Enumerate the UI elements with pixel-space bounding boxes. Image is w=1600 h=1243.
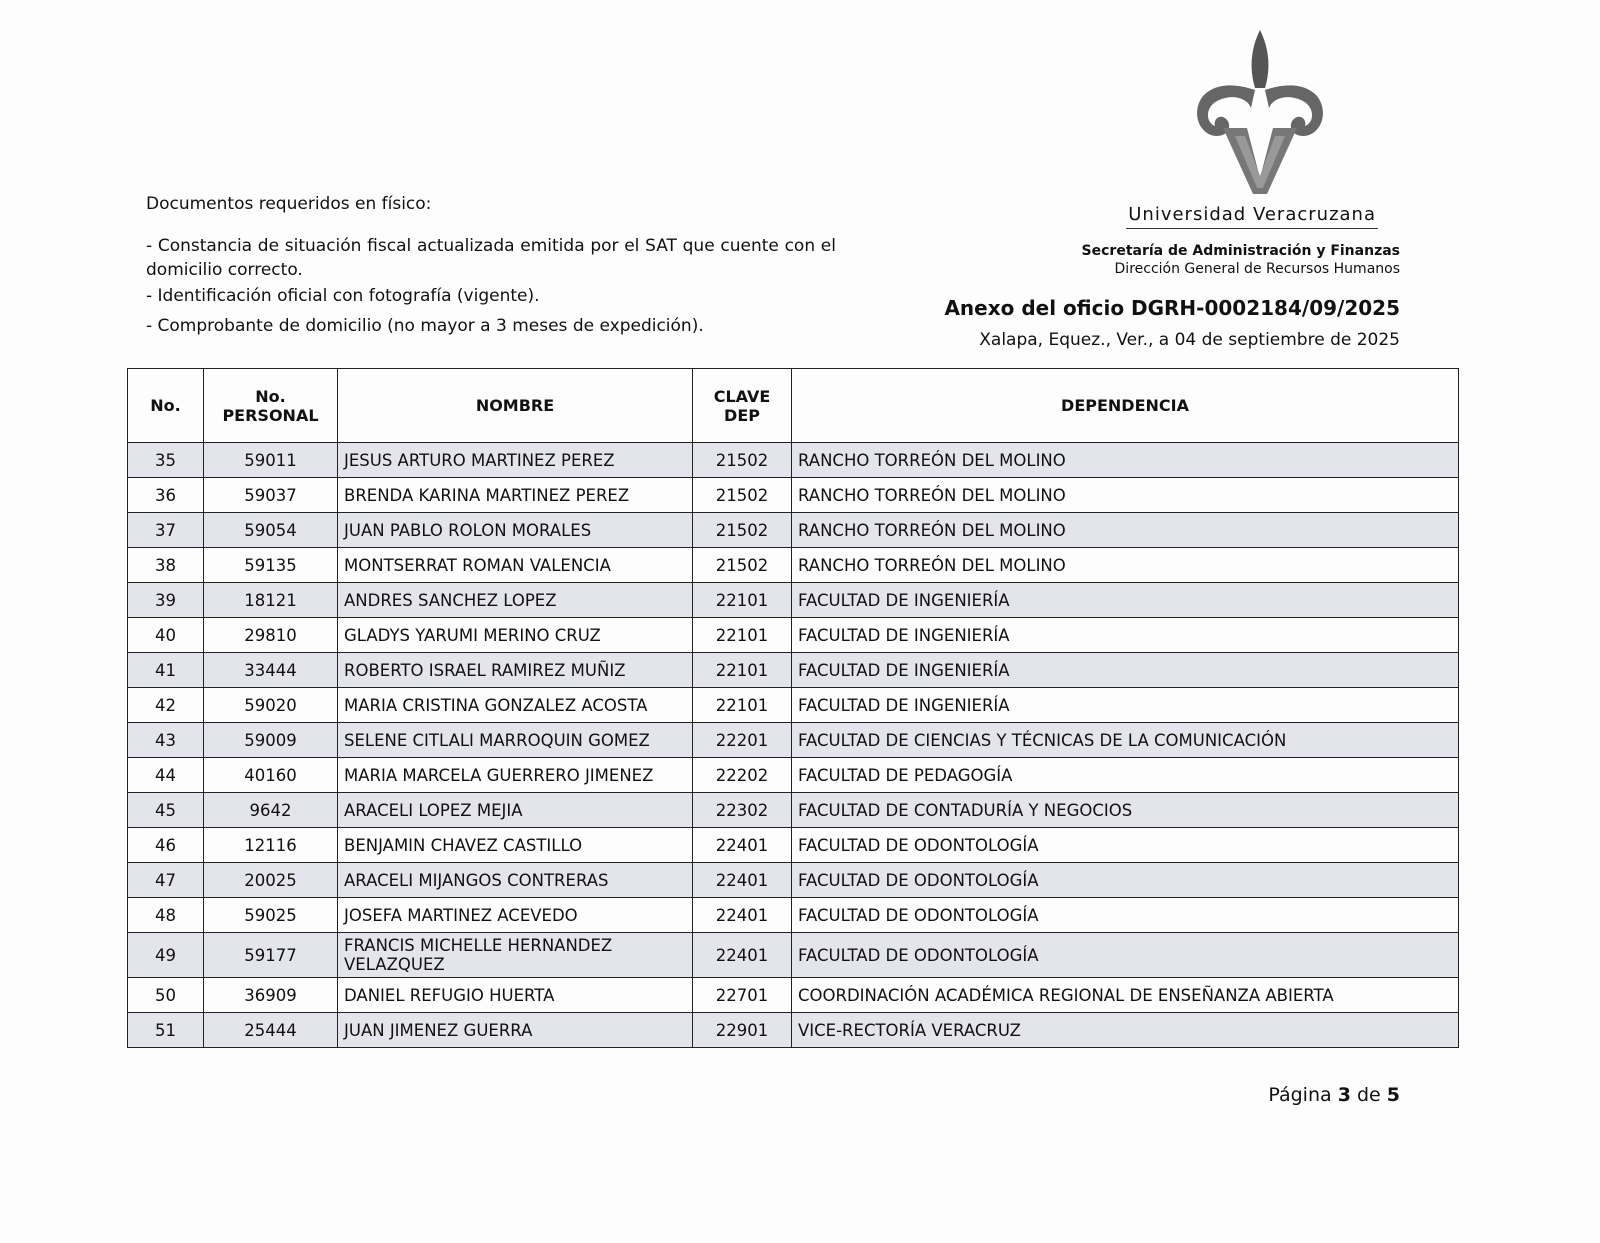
cell-no: 41 [128,653,204,688]
cell-dependencia: VICE-RECTORÍA VERACRUZ [792,1013,1459,1048]
cell-nombre: MARIA CRISTINA GONZALEZ ACOSTA [338,688,693,723]
cell-personal: 12116 [204,828,338,863]
cell-dependencia: RANCHO TORREÓN DEL MOLINO [792,478,1459,513]
required-documents-title: Documentos requeridos en físico: [146,194,432,214]
table-header-row [128,369,1459,443]
cell-nombre: SELENE CITLALI MARROQUIN GOMEZ [338,723,693,758]
table-row [128,898,1459,933]
required-document-item: - Constancia de situación fiscal actualizada emitida por el SAT que cuente con el domicilio correcto. [146,236,836,280]
cell-dependencia: FACULTAD DE CONTADURÍA Y NEGOCIOS [792,793,1459,828]
table-row [128,688,1459,723]
cell-dependencia: FACULTAD DE INGENIERÍA [792,653,1459,688]
cell-nombre: BRENDA KARINA MARTINEZ PEREZ [338,478,693,513]
cell-personal: 59037 [204,478,338,513]
anexo-title: Anexo del oficio DGRH-0002184/09/2025 [944,296,1400,320]
cell-personal: 59011 [204,443,338,478]
cell-clave: 22401 [693,828,792,863]
cell-dependencia: FACULTAD DE INGENIERÍA [792,688,1459,723]
cell-personal: 25444 [204,1013,338,1048]
cell-nombre: ROBERTO ISRAEL RAMIREZ MUÑIZ [338,653,693,688]
cell-no: 50 [128,978,204,1013]
cell-dependencia: RANCHO TORREÓN DEL MOLINO [792,548,1459,583]
cell-clave: 22401 [693,863,792,898]
place-date: Xalapa, Equez., Ver., a 04 de septiembre de 2025 [979,330,1400,350]
table-row [128,653,1459,688]
cell-clave: 21502 [693,513,792,548]
cell-no: 43 [128,723,204,758]
cell-dependencia: FACULTAD DE PEDAGOGÍA [792,758,1459,793]
cell-dependencia: RANCHO TORREÓN DEL MOLINO [792,513,1459,548]
cell-nombre: JOSEFA MARTINEZ ACEVEDO [338,898,693,933]
table-row [128,978,1459,1013]
cell-dependencia: FACULTAD DE ODONTOLOGÍA [792,898,1459,933]
cell-no: 38 [128,548,204,583]
table-row [128,583,1459,618]
page-label: Página [1268,1084,1338,1106]
cell-dependencia: FACULTAD DE ODONTOLOGÍA [792,828,1459,863]
cell-clave: 22302 [693,793,792,828]
cell-dependencia: FACULTAD DE CIENCIAS Y TÉCNICAS DE LA COMUNICACIÓN [792,723,1459,758]
cell-clave: 21502 [693,548,792,583]
cell-personal: 59177 [204,933,338,978]
cell-no: 49 [128,933,204,978]
cell-clave: 21502 [693,443,792,478]
cell-nombre: DANIEL REFUGIO HUERTA [338,978,693,1013]
table-row [128,758,1459,793]
cell-no: 47 [128,863,204,898]
total-pages: 5 [1386,1084,1400,1106]
cell-personal: 59135 [204,548,338,583]
cell-nombre: BENJAMIN CHAVEZ CASTILLO [338,828,693,863]
cell-clave: 21502 [693,478,792,513]
cell-no: 39 [128,583,204,618]
table-row [128,548,1459,583]
cell-nombre: JUAN JIMENEZ GUERRA [338,1013,693,1048]
table-row [128,1013,1459,1048]
cell-nombre: ARACELI LOPEZ MEJIA [338,793,693,828]
cell-no: 51 [128,1013,204,1048]
cell-no: 48 [128,898,204,933]
cell-no: 35 [128,443,204,478]
cell-clave: 22201 [693,723,792,758]
department-block [1082,242,1400,278]
current-page: 3 [1337,1084,1351,1106]
table-row [128,513,1459,548]
header-no: No. [128,369,204,443]
cell-nombre: MARIA MARCELA GUERRERO JIMENEZ [338,758,693,793]
cell-no: 45 [128,793,204,828]
cell-personal: 33444 [204,653,338,688]
cell-clave: 22101 [693,618,792,653]
cell-no: 40 [128,618,204,653]
cell-personal: 20025 [204,863,338,898]
cell-clave: 22101 [693,688,792,723]
cell-clave: 22401 [693,933,792,978]
required-document-item: - Identificación oficial con fotografía (vigente). [146,286,540,306]
cell-clave: 22901 [693,1013,792,1048]
table-row [128,443,1459,478]
cell-personal: 59009 [204,723,338,758]
cell-no: 46 [128,828,204,863]
header-dependencia: DEPENDENCIA [792,369,1459,443]
secretaria-name: Secretaría de Administración y Finanzas [1081,243,1400,259]
table-row [128,723,1459,758]
cell-personal: 9642 [204,793,338,828]
cell-nombre: JUAN PABLO ROLON MORALES [338,513,693,548]
page-sep: de [1350,1084,1387,1106]
cell-nombre: FRANCIS MICHELLE HERNANDEZ VELAZQUEZ [338,933,693,978]
university-logo-icon [1185,28,1335,198]
cell-personal: 40160 [204,758,338,793]
header-clave: CLAVE DEP [693,369,792,443]
cell-no: 37 [128,513,204,548]
cell-clave: 22101 [693,583,792,618]
cell-nombre: GLADYS YARUMI MERINO CRUZ [338,618,693,653]
cell-personal: 36909 [204,978,338,1013]
cell-no: 42 [128,688,204,723]
cell-nombre: ANDRES SANCHEZ LOPEZ [338,583,693,618]
cell-personal: 29810 [204,618,338,653]
header-personal: No. PERSONAL [204,369,338,443]
cell-clave: 22101 [693,653,792,688]
cell-nombre: JESUS ARTURO MARTINEZ PEREZ [338,443,693,478]
cell-clave: 22202 [693,758,792,793]
cell-dependencia: FACULTAD DE ODONTOLOGÍA [792,933,1459,978]
table-row [128,828,1459,863]
cell-nombre: MONTSERRAT ROMAN VALENCIA [338,548,693,583]
required-document-item: - Comprobante de domicilio (no mayor a 3 meses de expedición). [146,316,704,336]
cell-dependencia: COORDINACIÓN ACADÉMICA REGIONAL DE ENSEÑANZA ABIERTA [792,978,1459,1013]
cell-personal: 59020 [204,688,338,723]
cell-dependencia: FACULTAD DE INGENIERÍA [792,618,1459,653]
cell-clave: 22401 [693,898,792,933]
table-row [128,933,1459,978]
page-number [1268,1084,1400,1106]
cell-personal: 59054 [204,513,338,548]
cell-personal: 18121 [204,583,338,618]
personnel-table [127,368,1459,1048]
table-row [128,863,1459,898]
cell-personal: 59025 [204,898,338,933]
table-row [128,793,1459,828]
cell-clave: 22701 [693,978,792,1013]
cell-dependencia: FACULTAD DE INGENIERÍA [792,583,1459,618]
direccion-name: Dirección General de Recursos Humanos [1114,261,1400,277]
cell-no: 36 [128,478,204,513]
cell-nombre: ARACELI MIJANGOS CONTRERAS [338,863,693,898]
table-row [128,618,1459,653]
table-row [128,478,1459,513]
cell-dependencia: FACULTAD DE ODONTOLOGÍA [792,863,1459,898]
required-documents [146,192,836,338]
university-name: Universidad Veracruzana [1126,204,1378,229]
cell-no: 44 [128,758,204,793]
header-nombre: NOMBRE [338,369,693,443]
cell-dependencia: RANCHO TORREÓN DEL MOLINO [792,443,1459,478]
